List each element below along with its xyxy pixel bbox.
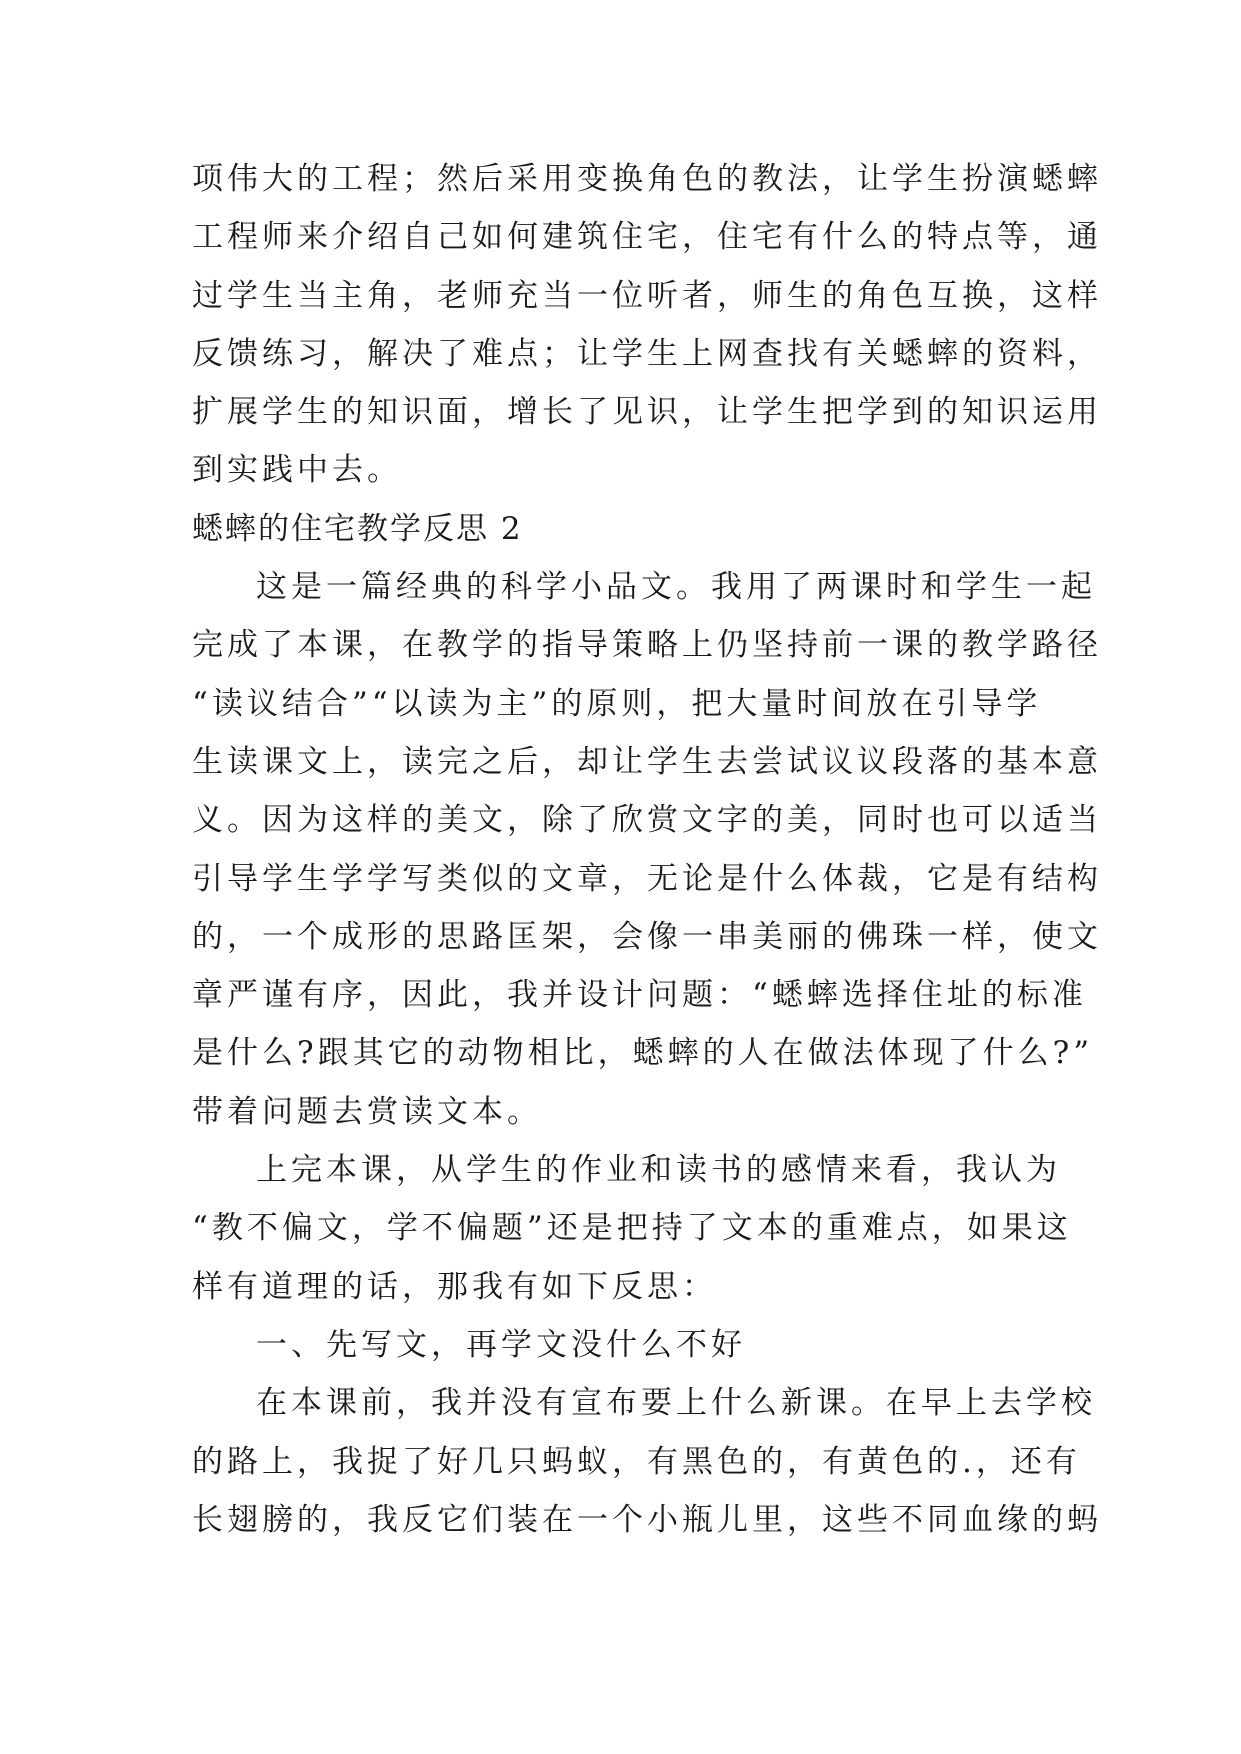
text-line: 在本课前，我并没有宣布要上什么新课。在早上去学校: [256, 1385, 1096, 1422]
section-heading: [192, 500, 1062, 558]
paragraph: [192, 1141, 1072, 1316]
paragraph: [192, 1374, 1102, 1549]
text-line: 引导学生学学写类似的文章，无论是什么体裁，它是有结构: [192, 860, 1102, 897]
text-line: 反馈练习，解决了难点；让学生上网查找有关蟋蟀的资料，: [192, 335, 1102, 372]
text-line: 上完本课，从学生的作业和读书的感情来看，我认为: [256, 1152, 1061, 1189]
text-line: 项伟大的工程；然后采用变换角色的教法，让学生扮演蟋蟀: [192, 161, 1102, 197]
text-line: 章严谨有序，因此，我并设计问题：“蟋蟀选择住址的标准: [192, 977, 1087, 1014]
text-line: 这是一篇经典的科学小品文。我用了两课时和学生一起: [256, 569, 1096, 606]
text-line: 带着问题去赏读文本。: [192, 1093, 542, 1130]
text-line: 一、先写文，再学文没什么不好: [256, 1326, 746, 1363]
text-line: 过学生当主角，老师充当一位听者，师生的角色互换，这样: [192, 277, 1102, 314]
text-line: 义。因为这样的美文，除了欣赏文字的美，同时也可以适当: [192, 802, 1102, 839]
text-line: 工程师来介绍自己如何建筑住宅，住宅有什么的特点等，通: [192, 219, 1102, 256]
text-line: 蟋蟀的住宅教学反思 2: [192, 510, 523, 547]
text-line: 的，一个成形的思路匡架，会像一串美丽的佛珠一样，使文: [192, 918, 1102, 955]
text-line: 扩展学生的知识面，增长了见识，让学生把学到的知识运用: [192, 394, 1102, 431]
document-body: [192, 150, 1102, 1549]
text-line: 的路上，我捉了好几只蚂蚁，有黑色的，有黄色的.，还有: [192, 1443, 1081, 1480]
text-line: 是什么?跟其它的动物相比，蟋蟀的人在做法体现了什么?”: [192, 1035, 1094, 1072]
text-line: “教不偏文，学不偏题”还是把持了文本的重难点，如果这: [192, 1210, 1072, 1247]
text-line: 生读课文上，读完之后，却让学生去尝试议议段落的基本意: [192, 743, 1102, 780]
paragraph: [192, 150, 1102, 500]
text-line: 长翅膀的，我反它们装在一个小瓶儿里，这些不同血缘的蚂: [192, 1501, 1102, 1538]
paragraph: [192, 1316, 1062, 1374]
text-line: 样有道理的话，那我有如下反思：: [192, 1268, 717, 1305]
text-line: 到实践中去。: [192, 452, 402, 489]
text-line: 完成了本课，在教学的指导策略上仍坚持前一课的教学路径: [192, 627, 1102, 664]
text-line: “读议结合”“以读为主”的原则，把大量时间放在引导学: [192, 685, 1042, 722]
paragraph: [192, 558, 1102, 1141]
